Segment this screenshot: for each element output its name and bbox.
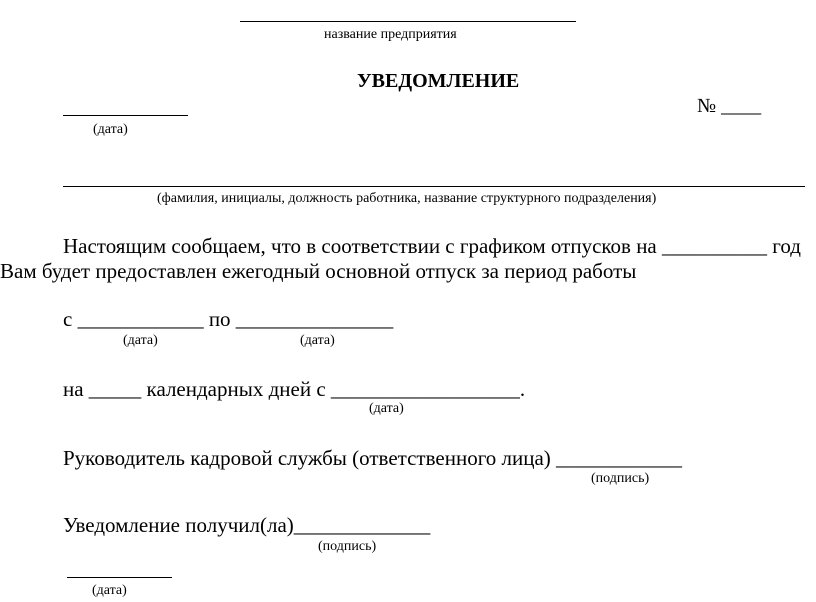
received-caption: (подпись): [318, 539, 377, 554]
period-to-caption: (дата): [300, 333, 335, 348]
period-from-caption: (дата): [123, 333, 158, 348]
received-line: Уведомление получил(ла)_____________: [63, 513, 431, 537]
days-line: на _____ календарных дней с __________________.: [63, 377, 526, 401]
company-name-caption: название предприятия: [324, 27, 457, 42]
body-line-2: Вам будет предоставлен ежегодный основной отпуск за период работы: [0, 259, 637, 283]
days-date-caption: (дата): [369, 401, 404, 416]
document-title: УВЕДОМЛЕНИЕ: [357, 70, 520, 92]
hr-signature-caption: (подпись): [591, 471, 650, 486]
recipient-underline: [63, 186, 805, 187]
document-number: № ____: [697, 95, 762, 117]
date-caption: (дата): [93, 122, 128, 137]
recipient-caption: (фамилия, инициалы, должность работника, название структурного подразделения): [157, 191, 657, 206]
date-underline: [63, 115, 188, 116]
company-name-underline: [240, 21, 576, 22]
period-line: с ____________ по _______________: [63, 307, 394, 331]
final-date-caption: (дата): [92, 583, 127, 598]
final-date-underline: [67, 577, 172, 578]
body-line-1: Настоящим сообщаем, что в соответствии с графиком отпусков на __________ год: [63, 234, 801, 258]
hr-signature-line: Руководитель кадровой службы (ответственного лица) ____________: [63, 446, 683, 470]
